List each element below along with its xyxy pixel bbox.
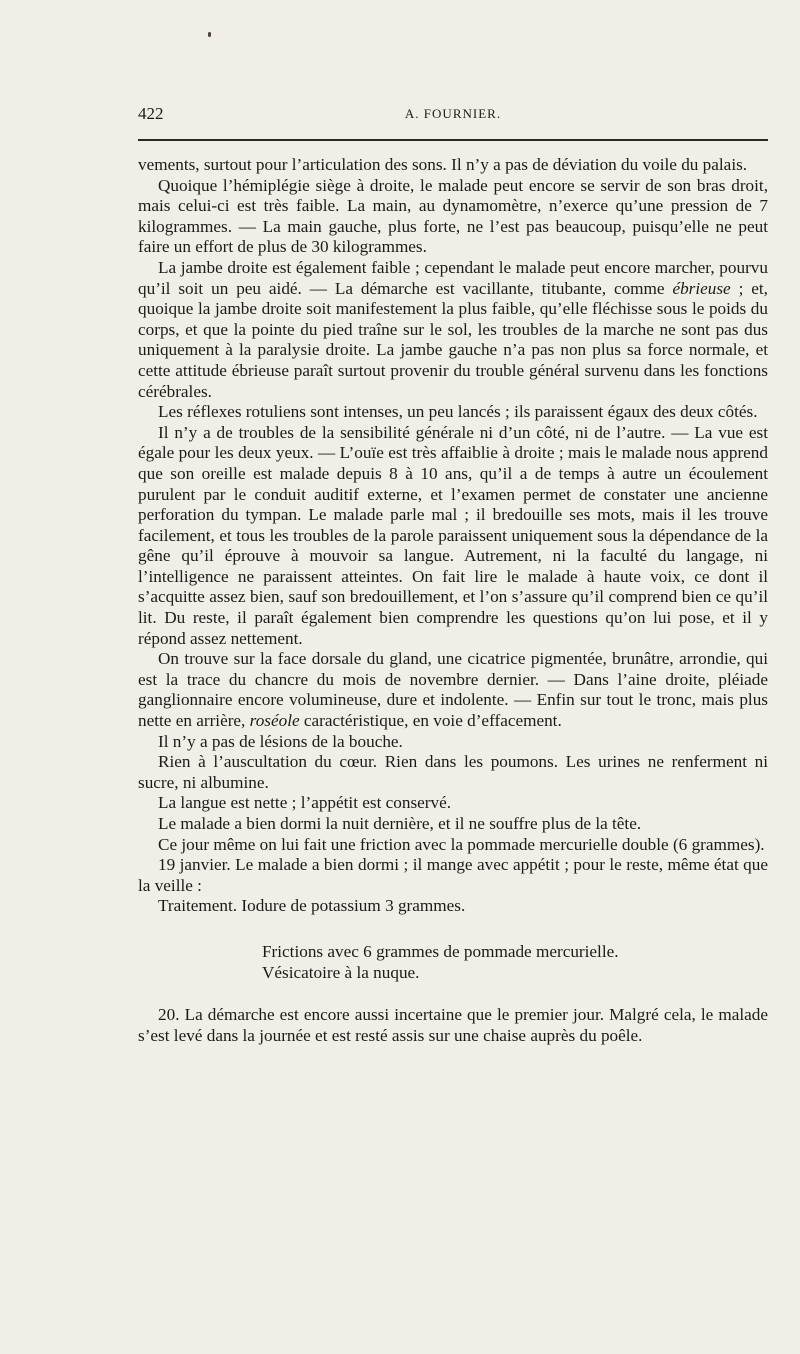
prescription-line: Vésicatoire à la nuque.: [262, 962, 420, 982]
prescription-block: [262, 941, 768, 983]
paragraph: Traitement. Iodure de potassium 3 grammes.: [158, 896, 466, 916]
paragraph: [138, 258, 768, 402]
page-header: [138, 104, 768, 128]
paragraph: Les réflexes rotuliens sont intenses, un peu lancés ; ils paraissent égaux des deux côtés.: [158, 402, 758, 422]
paragraph: 20. La démarche est encore aussi incertaine que le premier jour. Malgré cela, le malade s’est levé dans la journée et est resté assis sur une chaise auprès du poêle.: [138, 1004, 768, 1045]
paragraph: Le malade a bien dormi la nuit dernière, et il ne souffre plus de la tête.: [158, 814, 642, 833]
paragraph-text: On trouve sur la face dorsale du gland, une cicatrice pigmentée, brunâtre, arrondie, qui est la trace du chancre du mois de novembre dernier. — Dans l’aine droite, pléiade ganglionnaire encore volumineuse, dure et indolente. — Enfin sur tout le tronc, mais plus nette en arrière,: [138, 649, 768, 731]
body-text: [138, 155, 768, 1046]
prescription-line: Frictions avec 6 grammes de pommade mercurielle.: [262, 941, 619, 961]
italic-term: roséole: [249, 711, 300, 731]
paragraph: [138, 649, 768, 731]
paragraph-text: caractéristique, en voie d’effacement.: [299, 711, 562, 731]
paragraph: Quoique l’hémiplégie siège à droite, le malade peut encore se servir de son bras droit, mais celui-ci est très faible. La main, au dynamomètre, n’exerce qu’une pression de 7 kilogrammes. — La main gauche, plus forte, ne l’est pas beaucoup, puisqu’elle ne peut faire un effort de plus de 30 kilogrammes.: [138, 175, 768, 257]
paragraph: 19 janvier. Le malade a bien dormi ; il mange avec appétit ; pour le reste, même état que la veille :: [138, 855, 768, 895]
paragraph-text: ; et, quoique la jambe droite soit manifestement la plus faible, qu’elle fléchisse sous le poids du corps, et que la pointe du pied traîne sur le sol, les troubles de la marche ne sont pas dus uniquement à la paralysie droite. La jambe gauche n’a pas non plus sa force normale, et cette attitude ébrieuse paraît surtout provenir du trouble général survenu dans les fonctions cérébrales.: [138, 278, 768, 401]
paragraph-text: La jambe droite est également faible ; cependant le malade peut encore marcher, pourvu qu’il soit un peu aidé. — La démarche est vacillante, titubante, comme: [138, 257, 768, 298]
page-number: 422: [138, 104, 164, 123]
ink-speck: [208, 32, 211, 37]
paragraph: vements, surtout pour l’articulation des sons. Il n’y a pas de déviation du voile du palais.: [138, 155, 748, 174]
paragraph: La langue est nette ; l’appétit est conservé.: [158, 793, 452, 813]
paragraph: Rien à l’auscultation du cœur. Rien dans les poumons. Les urines ne renferment ni sucre, ni albumine.: [138, 752, 768, 792]
running-head: A. FOURNIER.: [404, 106, 502, 121]
italic-term: ébrieuse: [672, 278, 731, 298]
paragraph: Il n’y a pas de lésions de la bouche.: [158, 731, 403, 751]
paragraph: Il n’y a de troubles de la sensibilité générale ni d’un côté, ni de l’autre. — La vue est égale pour les deux yeux. — L’ouïe est très affaiblie à droite ; mais le malade nous apprend que son oreille est malade depuis 8 à 10 ans, qu’il a de temps à autre un écoulement purulent par le conduit auditif externe, et l’examen permet de constater une ancienne perforation du tympan. Le malade parle mal ; il bredouille ses mots, mais il les trouve facilement, et tous les troubles de la parole paraissent uniquement sous la dépendance de la gêne qu’il éprouve à mouvoir sa langue. Autrement, ni la faculté du langage, ni l’intelligence ne paraissent atteintes. On fait lire le malade à haute voix, ce dont il s’acquitte assez bien, sauf son bredouillement, et l’on s’assure qu’il comprend bien ce qu’il lit. Du reste, il paraît également bien comprendre les questions qu’on lui pose, et il y répond assez nettement.: [138, 422, 768, 648]
paragraph: Ce jour même on lui fait une friction avec la pommade mercurielle double (6 grammes).: [158, 834, 765, 854]
header-rule: [138, 139, 768, 141]
